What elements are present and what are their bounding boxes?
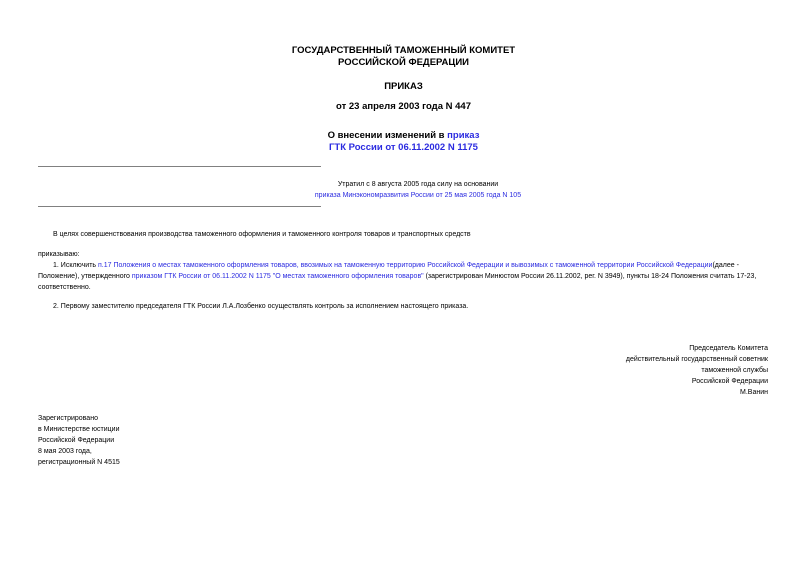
registration-line: Зарегистрировано	[38, 415, 98, 422]
document-type: ПРИКАЗ	[384, 81, 423, 92]
document-date: от 23 апреля 2003 года N 447	[336, 101, 471, 112]
status-note-link[interactable]: приказа Минэкономразвития России от 25 мая 2005 года N 105	[314, 192, 522, 199]
p1-link-clause[interactable]: п.17 Положения о местах таможенного оформления товаров, ввозимых на таможенную территорию Российской Федерации и вывозимых с таможенной территории Российской Федерации	[98, 262, 713, 269]
divider-bottom	[38, 206, 321, 207]
signature-line: М.Ванин	[740, 389, 768, 396]
status-note-line1: Утратил с 8 августа 2005 года силу на основании	[337, 181, 499, 188]
registration-block	[38, 413, 120, 468]
p1-start: 1. Исключить	[53, 262, 98, 269]
subject-link-order-ref[interactable]: ГТК России от 06.11.2002 N 1175	[329, 142, 478, 153]
subject-link-order[interactable]: приказ	[447, 130, 480, 141]
intro-paragraph: В целях совершенствования производства таможенного оформления и таможенного контроля товаров и транспортных средств	[53, 231, 471, 238]
registration-line: 8 мая 2003 года,	[38, 448, 92, 455]
registration-line: Российской Федерации	[38, 437, 115, 444]
document-subject-line1	[0, 130, 807, 142]
registration-line: регистрационный N 4515	[38, 459, 120, 466]
p1-end: (зарегистрирован Минюстом России 26.11.2002, рег. N 3949), пункты 18-24 Положения считать 17-23, соответственно.	[38, 273, 757, 291]
subject-prefix: О внесении изменений в	[327, 130, 448, 141]
document-subject-line2	[0, 142, 807, 154]
issuer-title-line2: РОССИЙСКОЙ ФЕДЕРАЦИИ	[337, 57, 469, 68]
issuer-title-line1: ГОСУДАРСТВЕННЫЙ ТАМОЖЕННЫЙ КОМИТЕТ	[291, 45, 516, 56]
p1-link-order[interactable]: приказом ГТК России от 06.11.2002 N 1175 "О местах таможенного оформления товаров"	[131, 273, 424, 280]
p1-mid: (далее - Положение), утвержденного	[38, 262, 739, 280]
registration-line: в Министерстве юстиции	[38, 426, 120, 433]
order-word: приказываю:	[38, 251, 80, 258]
signature-line: Председатель Комитета	[689, 345, 768, 352]
signature-block	[626, 343, 768, 398]
paragraph-1	[38, 260, 768, 293]
divider-top	[38, 166, 321, 167]
paragraph-2: 2. Первому заместителю председателя ГТК России Л.А.Лозбенко осуществлять контроль за исполнением настоящего приказа.	[53, 303, 469, 310]
signature-line: Российской Федерации	[691, 378, 768, 385]
signature-line: таможенной службы	[701, 367, 768, 374]
signature-line: действительный государственный советник	[625, 356, 768, 363]
